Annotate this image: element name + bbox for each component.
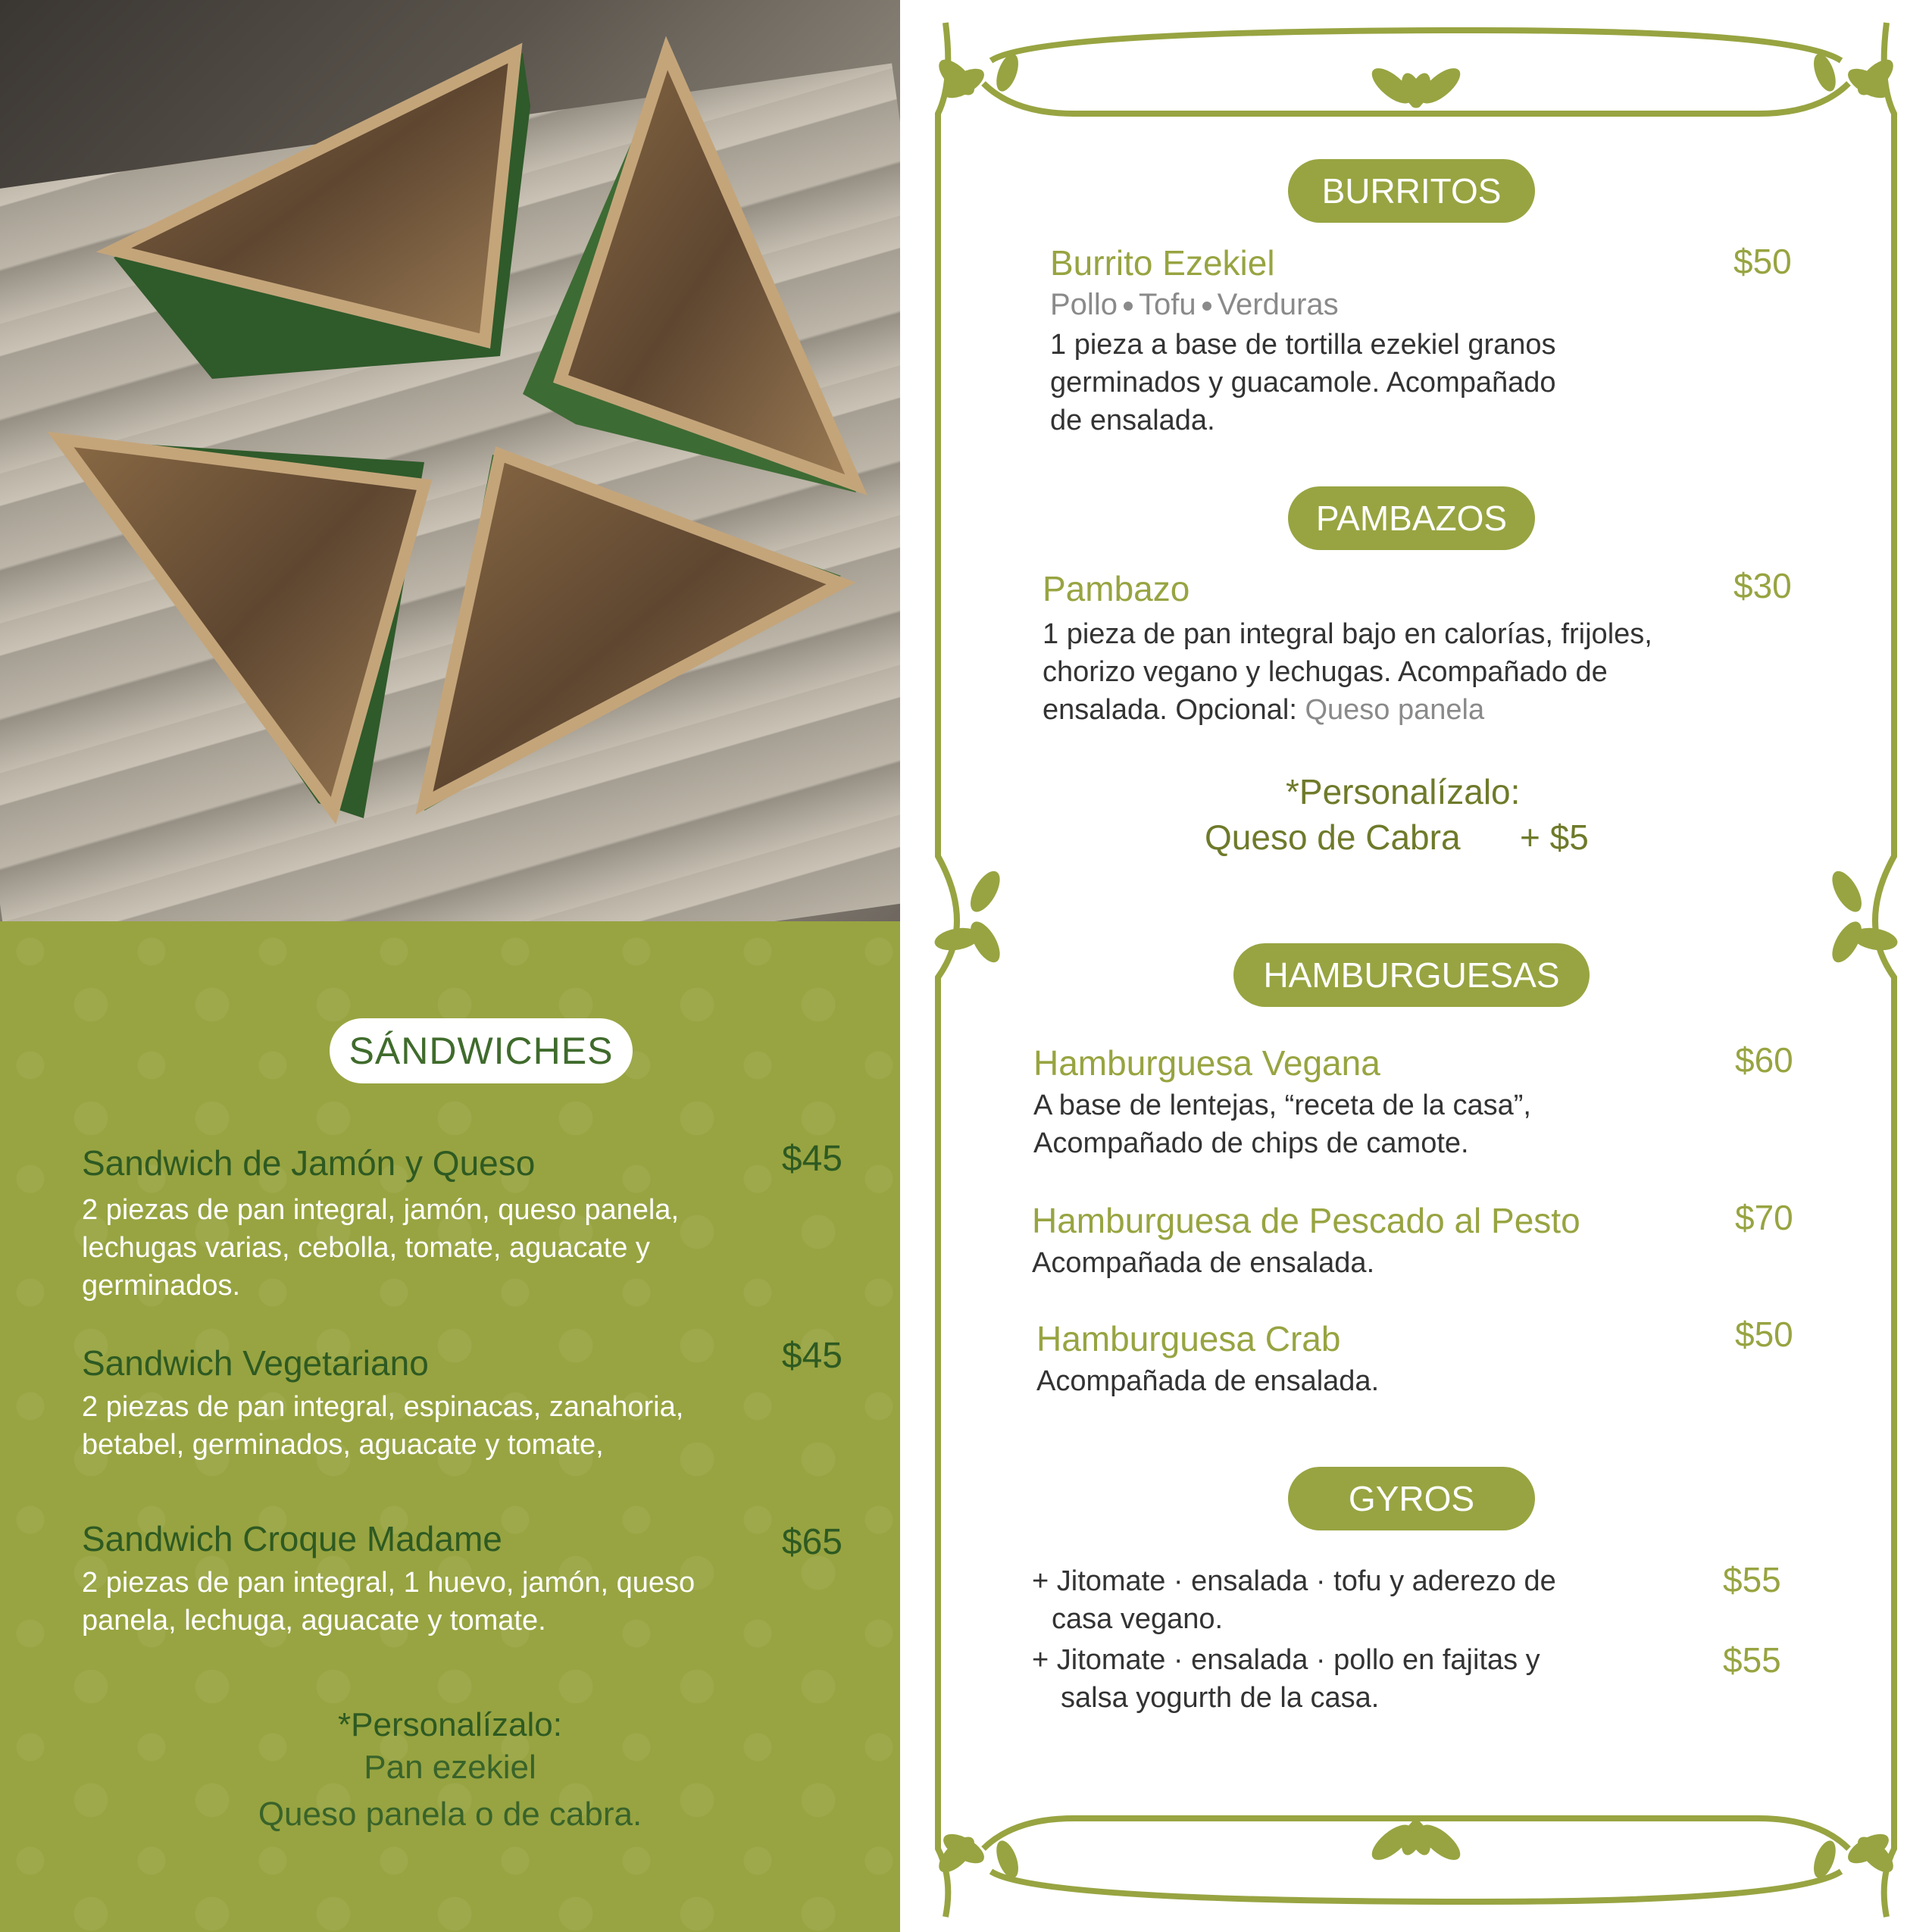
burrito-item-price: $50 [1733,242,1792,281]
hamburguesas-section-title: HAMBURGUESAS [1233,943,1590,1007]
gyro-item-desc: + Jitomate · ensalada · pollo en fajitas y salsa yogurth de la casa. [1032,1644,1540,1714]
burger-item-desc: Acompañada de ensalada. [1032,1247,1375,1279]
burrito-item-desc: 1 pieza a base de tortilla ezekiel granos germinados y guacamole. Acompañado de ensalada. [1050,329,1556,436]
sandwich-item-name: Sandwich de Jamón y Queso [82,1143,536,1183]
sandwich-item-desc: 2 piezas de pan integral, jamón, queso panela, lechugas varias, cebolla, tomate, aguacate y germinados. [82,1194,679,1302]
sandwich-item-price: $45 [781,1139,843,1179]
burrito-options: Pollo Tofu Verduras [1050,288,1339,321]
sandwiches-section-title: SÁNDWICHES [330,1018,633,1083]
burger-item-price: $60 [1735,1040,1793,1080]
pambazo-item-desc: 1 pieza de pan integral bajo en calorías, frijoles, chorizo vegano y lechugas. Acompañado de ensalada. Opcional: Queso panela [1043,618,1652,726]
gyros-section-title: GYROS [1288,1467,1535,1530]
burger-item-name: Hamburguesa Vegana [1033,1043,1380,1083]
burger-item-price: $50 [1735,1315,1793,1354]
pambazo-item-price: $30 [1733,566,1792,605]
gyro-item-price: $55 [1723,1560,1781,1599]
burger-item-desc: A base de lentejas, “receta de la casa”, Acompañado de chips de camote. [1033,1089,1531,1159]
sandwich-item-name: Sandwich Croque Madame [82,1519,502,1558]
pambazos-section-title: PAMBAZOS [1288,486,1535,550]
gyro-item-price: $55 [1723,1640,1781,1680]
pambazo-customize-title: *Personalízalo: [1286,772,1521,811]
pambazo-item-name: Pambazo [1043,569,1190,608]
pambazo-optional: Queso panela [1305,694,1485,726]
burger-item-desc: Acompañada de ensalada. [1036,1365,1380,1397]
customize-line: Queso panela o de cabra. [258,1796,642,1833]
burritos-section-title: BURRITOS [1288,159,1535,223]
sandwich-item-price: $65 [781,1522,843,1562]
sandwich-item-price: $45 [781,1336,843,1376]
gyro-item-desc: + Jitomate · ensalada · tofu y aderezo de casa vegano. [1032,1565,1556,1635]
burger-item-name: Hamburguesa de Pescado al Pesto [1032,1201,1580,1240]
customize-line: Pan ezekiel [364,1749,536,1786]
pambazo-customize-item: Queso de Cabra [1205,818,1461,857]
pambazo-customize-price: + $5 [1520,818,1589,857]
sandwich-item-desc: 2 piezas de pan integral, espinacas, zanahoria, betabel, germinados, aguacate y tomate, [82,1391,684,1461]
customize-title: *Personalízalo: [338,1706,562,1743]
burger-item-name: Hamburguesa Crab [1036,1319,1341,1358]
sandwich-photo [0,0,900,921]
sandwich-item-name: Sandwich Vegetariano [82,1343,429,1383]
toasted-sandwich-photo-icon [0,0,900,921]
burrito-item-name: Burrito Ezekiel [1050,243,1275,283]
sandwich-customize-note [0,1706,900,1838]
burger-item-price: $70 [1735,1198,1793,1237]
sandwich-item-desc: 2 piezas de pan integral, 1 huevo, jamón, queso panela, lechuga, aguacate y tomate. [82,1567,696,1637]
